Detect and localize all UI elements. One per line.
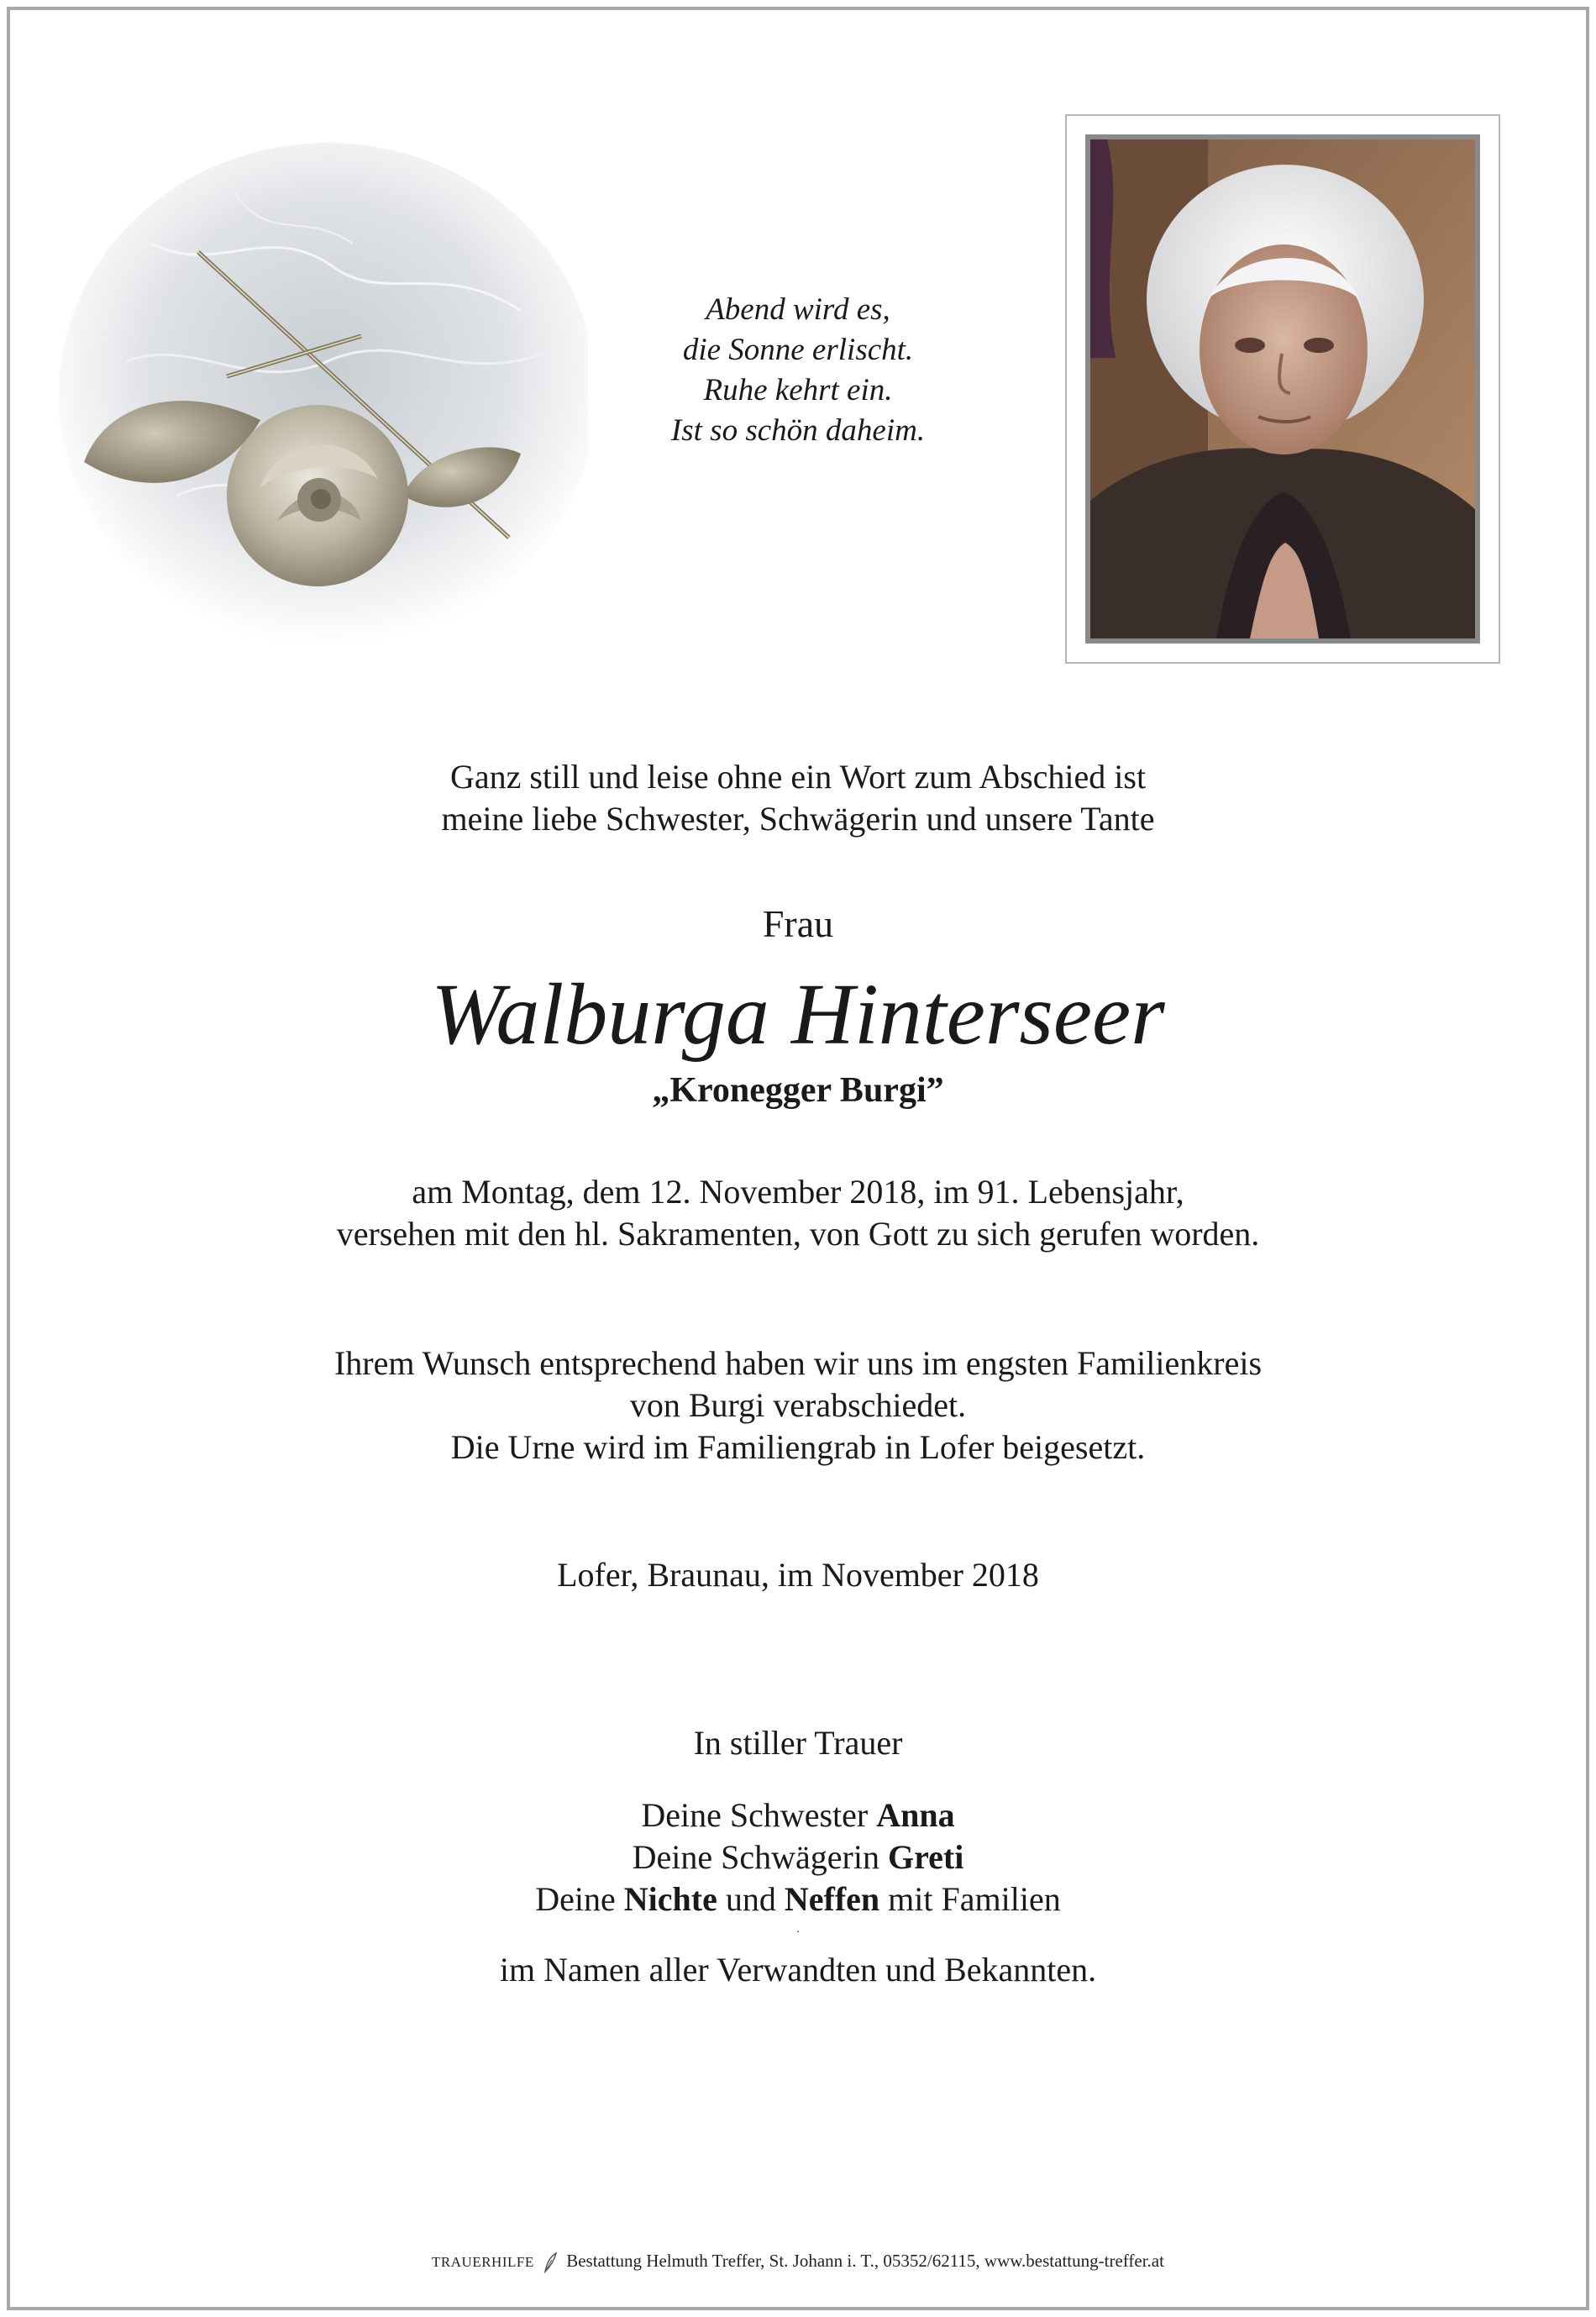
family-text: Deine [535,1880,624,1918]
family-relation: Deine Schwester [641,1796,877,1834]
family-name: Anna [876,1796,955,1834]
death-date-text [0,1171,1596,1255]
place-date: Lofer, Braunau, im November 2018 [557,1556,1039,1594]
family-relation: Deine Schwägerin [632,1838,888,1876]
intro-line: meine liebe Schwester, Schwägerin und unsere Tante [441,800,1155,838]
feather-icon [542,2251,559,2273]
separator-dot: . [796,1923,800,1936]
family-line-sister [0,1794,1596,1836]
date-line: am Montag, dem 12. November 2018, im 91. Lebensjahr, [412,1173,1184,1211]
poem-line: Ist so schön daheim. [670,413,926,448]
family-name: Nichte [623,1880,717,1918]
footer-text: Bestattung Helmuth Treffer, St. Johann i. T., 05352/62115, www.bestattung-treffer.at [566,2251,1164,2271]
poem-line: die Sonne erlischt. [682,333,914,367]
farewell-wish [0,1342,1596,1468]
cross-rose-decoration [50,143,588,680]
grief-heading: In stiller Trauer [693,1724,903,1762]
footer-brand: TRAUERHILFE [432,2254,534,2270]
family-text: mit Familien [879,1880,1061,1918]
poem [538,290,1058,451]
footer [0,2248,1596,2275]
family-name: Greti [888,1838,964,1876]
wish-line: Ihrem Wunsch entsprechend haben wir uns im engsten Familienkreis [333,1344,1263,1382]
intro-line: Ganz still und leise ohne ein Wort zum Abschied ist [449,758,1147,796]
wish-line: Die Urne wird im Familiengrab in Lofer beigesetzt. [450,1428,1146,1466]
portrait-frame [1065,114,1500,664]
family-line-sister-in-law [0,1836,1596,1878]
portrait-image [1090,139,1475,638]
family-text: und [717,1880,785,1918]
date-line: versehen mit den hl. Sakramenten, von Gott zu sich gerufen worden. [336,1215,1260,1253]
deceased-name: Walburga Hinterseer [431,966,1165,1063]
poem-line: Abend wird es, [706,292,890,327]
portrait-photo [1085,134,1480,644]
nickname: „Kronegger Burgi” [652,1071,944,1110]
poem-line: Ruhe kehrt ein. [703,373,893,407]
salutation: Frau [762,902,834,945]
family-list [0,1794,1596,1939]
closing-line: im Namen aller Verwandten und Bekannten. [499,1951,1097,1989]
family-name: Neffen [784,1880,880,1918]
wish-line: von Burgi verabschiedet. [629,1386,967,1424]
intro-text [0,756,1596,840]
family-line-nieces-nephews [0,1878,1596,1920]
